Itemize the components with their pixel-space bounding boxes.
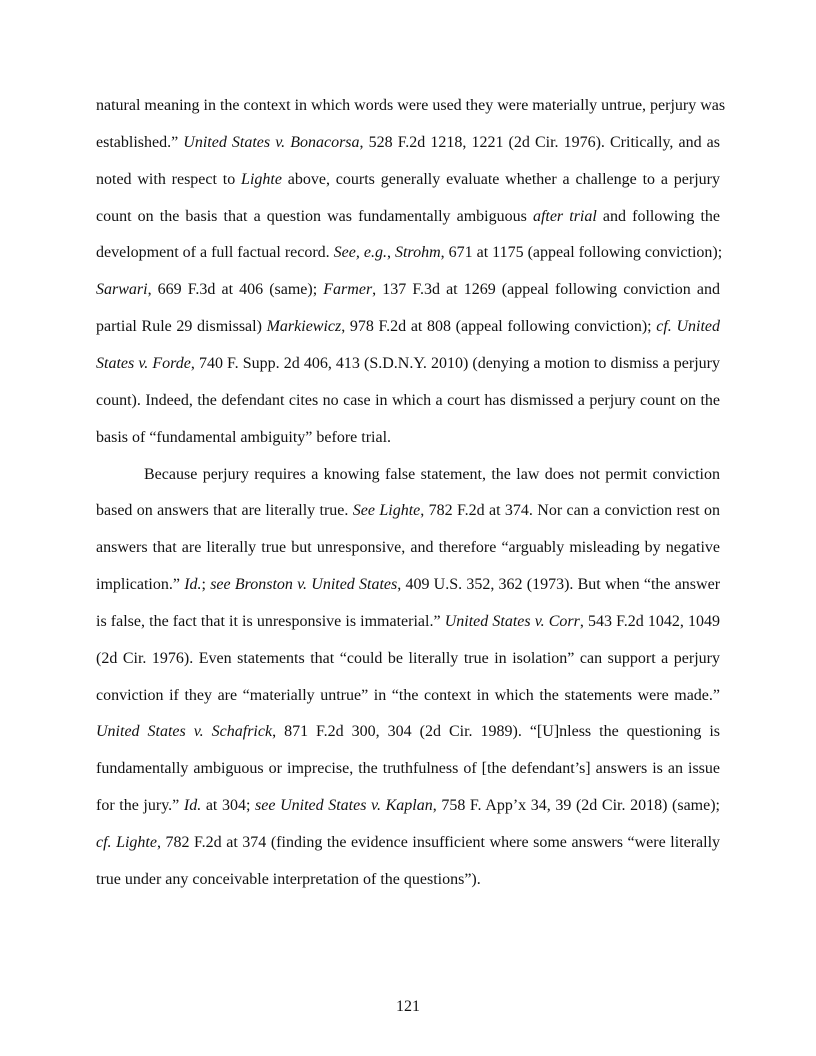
text-segment: fundamentally ambiguous or imprecise, the truthfulness of [the defendant’s] answers is an issue	[96, 760, 720, 778]
text-line	[96, 575, 720, 595]
text-line	[96, 759, 720, 779]
text-segment: count). Indeed, the defendant cites no case in which a court has dismissed a perjury count on the	[96, 391, 720, 409]
text-segment: partial Rule 29 dismissal)	[96, 318, 267, 336]
text-segment: count on the basis that a question was fundamentally ambiguous	[96, 207, 533, 225]
text-segment: at 304;	[201, 797, 256, 815]
text-segment: , 758 F. App’x 34, 39 (2d Cir. 2018) (same);	[432, 797, 720, 815]
italic-citation: See, e.g.	[333, 244, 387, 262]
italic-citation: States v. Forde	[96, 354, 191, 372]
text-line	[96, 796, 720, 816]
text-line	[96, 833, 720, 853]
text-segment: conviction if they are “materially untrue” in “the context in which the statements were made.”	[96, 686, 720, 704]
text-segment: and following the	[596, 207, 720, 225]
text-segment: ;	[201, 576, 211, 594]
text-segment: (2d Cir. 1976). Even statements that “could be literally true in isolation” can support a perjury	[96, 649, 720, 667]
text-line	[96, 722, 720, 742]
text-line	[96, 649, 720, 669]
text-line	[96, 686, 720, 706]
text-line	[96, 391, 720, 411]
italic-citation: United States v. Schafrick	[96, 723, 273, 741]
text-segment: based on answers that are literally true.	[96, 502, 353, 520]
text-line	[96, 501, 720, 521]
text-line	[96, 96, 726, 116]
text-segment: , 543 F.2d 1042, 1049	[579, 612, 721, 630]
text-segment: noted with respect to	[96, 170, 242, 188]
italic-citation: Farmer	[323, 281, 373, 299]
italic-citation: United States v. Bonacorsa	[183, 133, 360, 151]
text-segment: , 137 F.3d at 1269 (appeal following conviction and	[372, 281, 721, 299]
text-segment: true under any conceivable interpretation of the questions”).	[96, 870, 481, 888]
text-segment: , 740 F. Supp. 2d 406, 413 (S.D.N.Y. 2010) (denying a motion to dismiss a perjury	[190, 354, 721, 372]
text-line	[96, 317, 720, 337]
text-segment: ,	[386, 244, 395, 262]
text-line	[96, 612, 720, 632]
text-line	[96, 170, 720, 190]
italic-citation: Strohm	[394, 244, 441, 262]
text-line	[144, 465, 720, 485]
italic-citation: after trial	[532, 207, 597, 225]
italic-citation: Id.	[183, 797, 202, 815]
italic-citation: Lighte	[241, 170, 282, 188]
italic-citation: United States v. Corr	[444, 612, 580, 630]
text-segment: implication.”	[96, 576, 185, 594]
italic-citation: Sarwari	[96, 281, 148, 299]
italic-citation: Markiewicz	[266, 318, 342, 336]
text-line	[96, 243, 723, 263]
text-line	[96, 538, 720, 558]
text-segment: answers that are literally true but unresponsive, and therefore “arguably misleading by negative	[96, 539, 720, 557]
text-segment: is false, the fact that it is unresponsive is immaterial.”	[96, 612, 445, 630]
italic-citation: see Bronston v. United States	[210, 576, 398, 594]
page-number: 121	[396, 998, 420, 1015]
text-segment: , 782 F.2d at 374. Nor can a conviction rest on	[420, 502, 721, 520]
text-line	[96, 354, 720, 374]
italic-citation: cf. Lighte	[96, 834, 157, 851]
text-line	[96, 870, 720, 890]
text-line	[96, 280, 720, 300]
text-segment: , 671 at 1175 (appeal following conviction);	[440, 244, 723, 262]
text-segment: for the jury.”	[96, 797, 184, 815]
italic-citation: cf. United	[656, 318, 720, 336]
text-segment: development of a full factual record.	[96, 244, 334, 262]
text-segment: , 409 U.S. 352, 362 (1973). But when “the answer	[397, 576, 721, 594]
text-line	[96, 207, 720, 227]
text-line	[96, 428, 720, 448]
italic-citation: See Lighte	[352, 502, 421, 520]
text-segment: established.”	[96, 133, 184, 151]
text-segment: , 669 F.3d at 406 (same);	[147, 281, 324, 299]
text-segment: , 782 F.2d at 374 (finding the evidence insufficient where some answers “were literally	[156, 834, 721, 851]
text-line	[96, 133, 720, 153]
italic-citation: see United States v. Kaplan	[255, 797, 433, 815]
text-segment: basis of “fundamental ambiguity” before trial.	[96, 428, 392, 446]
text-segment: natural meaning in the context in which words were used they were materially untrue, perjury was	[96, 97, 726, 114]
text-segment: , 871 F.2d 300, 304 (2d Cir. 1989). “[U]nless the questioning is	[272, 723, 720, 741]
italic-citation: Id.	[184, 576, 202, 594]
text-segment: , 978 F.2d at 808 (appeal following conviction);	[341, 318, 657, 336]
text-segment: above, courts generally evaluate whether a challenge to a perjury	[281, 170, 720, 188]
text-segment: Because perjury requires a knowing false statement, the law does not permit conviction	[144, 465, 720, 483]
text-segment: , 528 F.2d 1218, 1221 (2d Cir. 1976). Critically, and as	[359, 133, 720, 151]
